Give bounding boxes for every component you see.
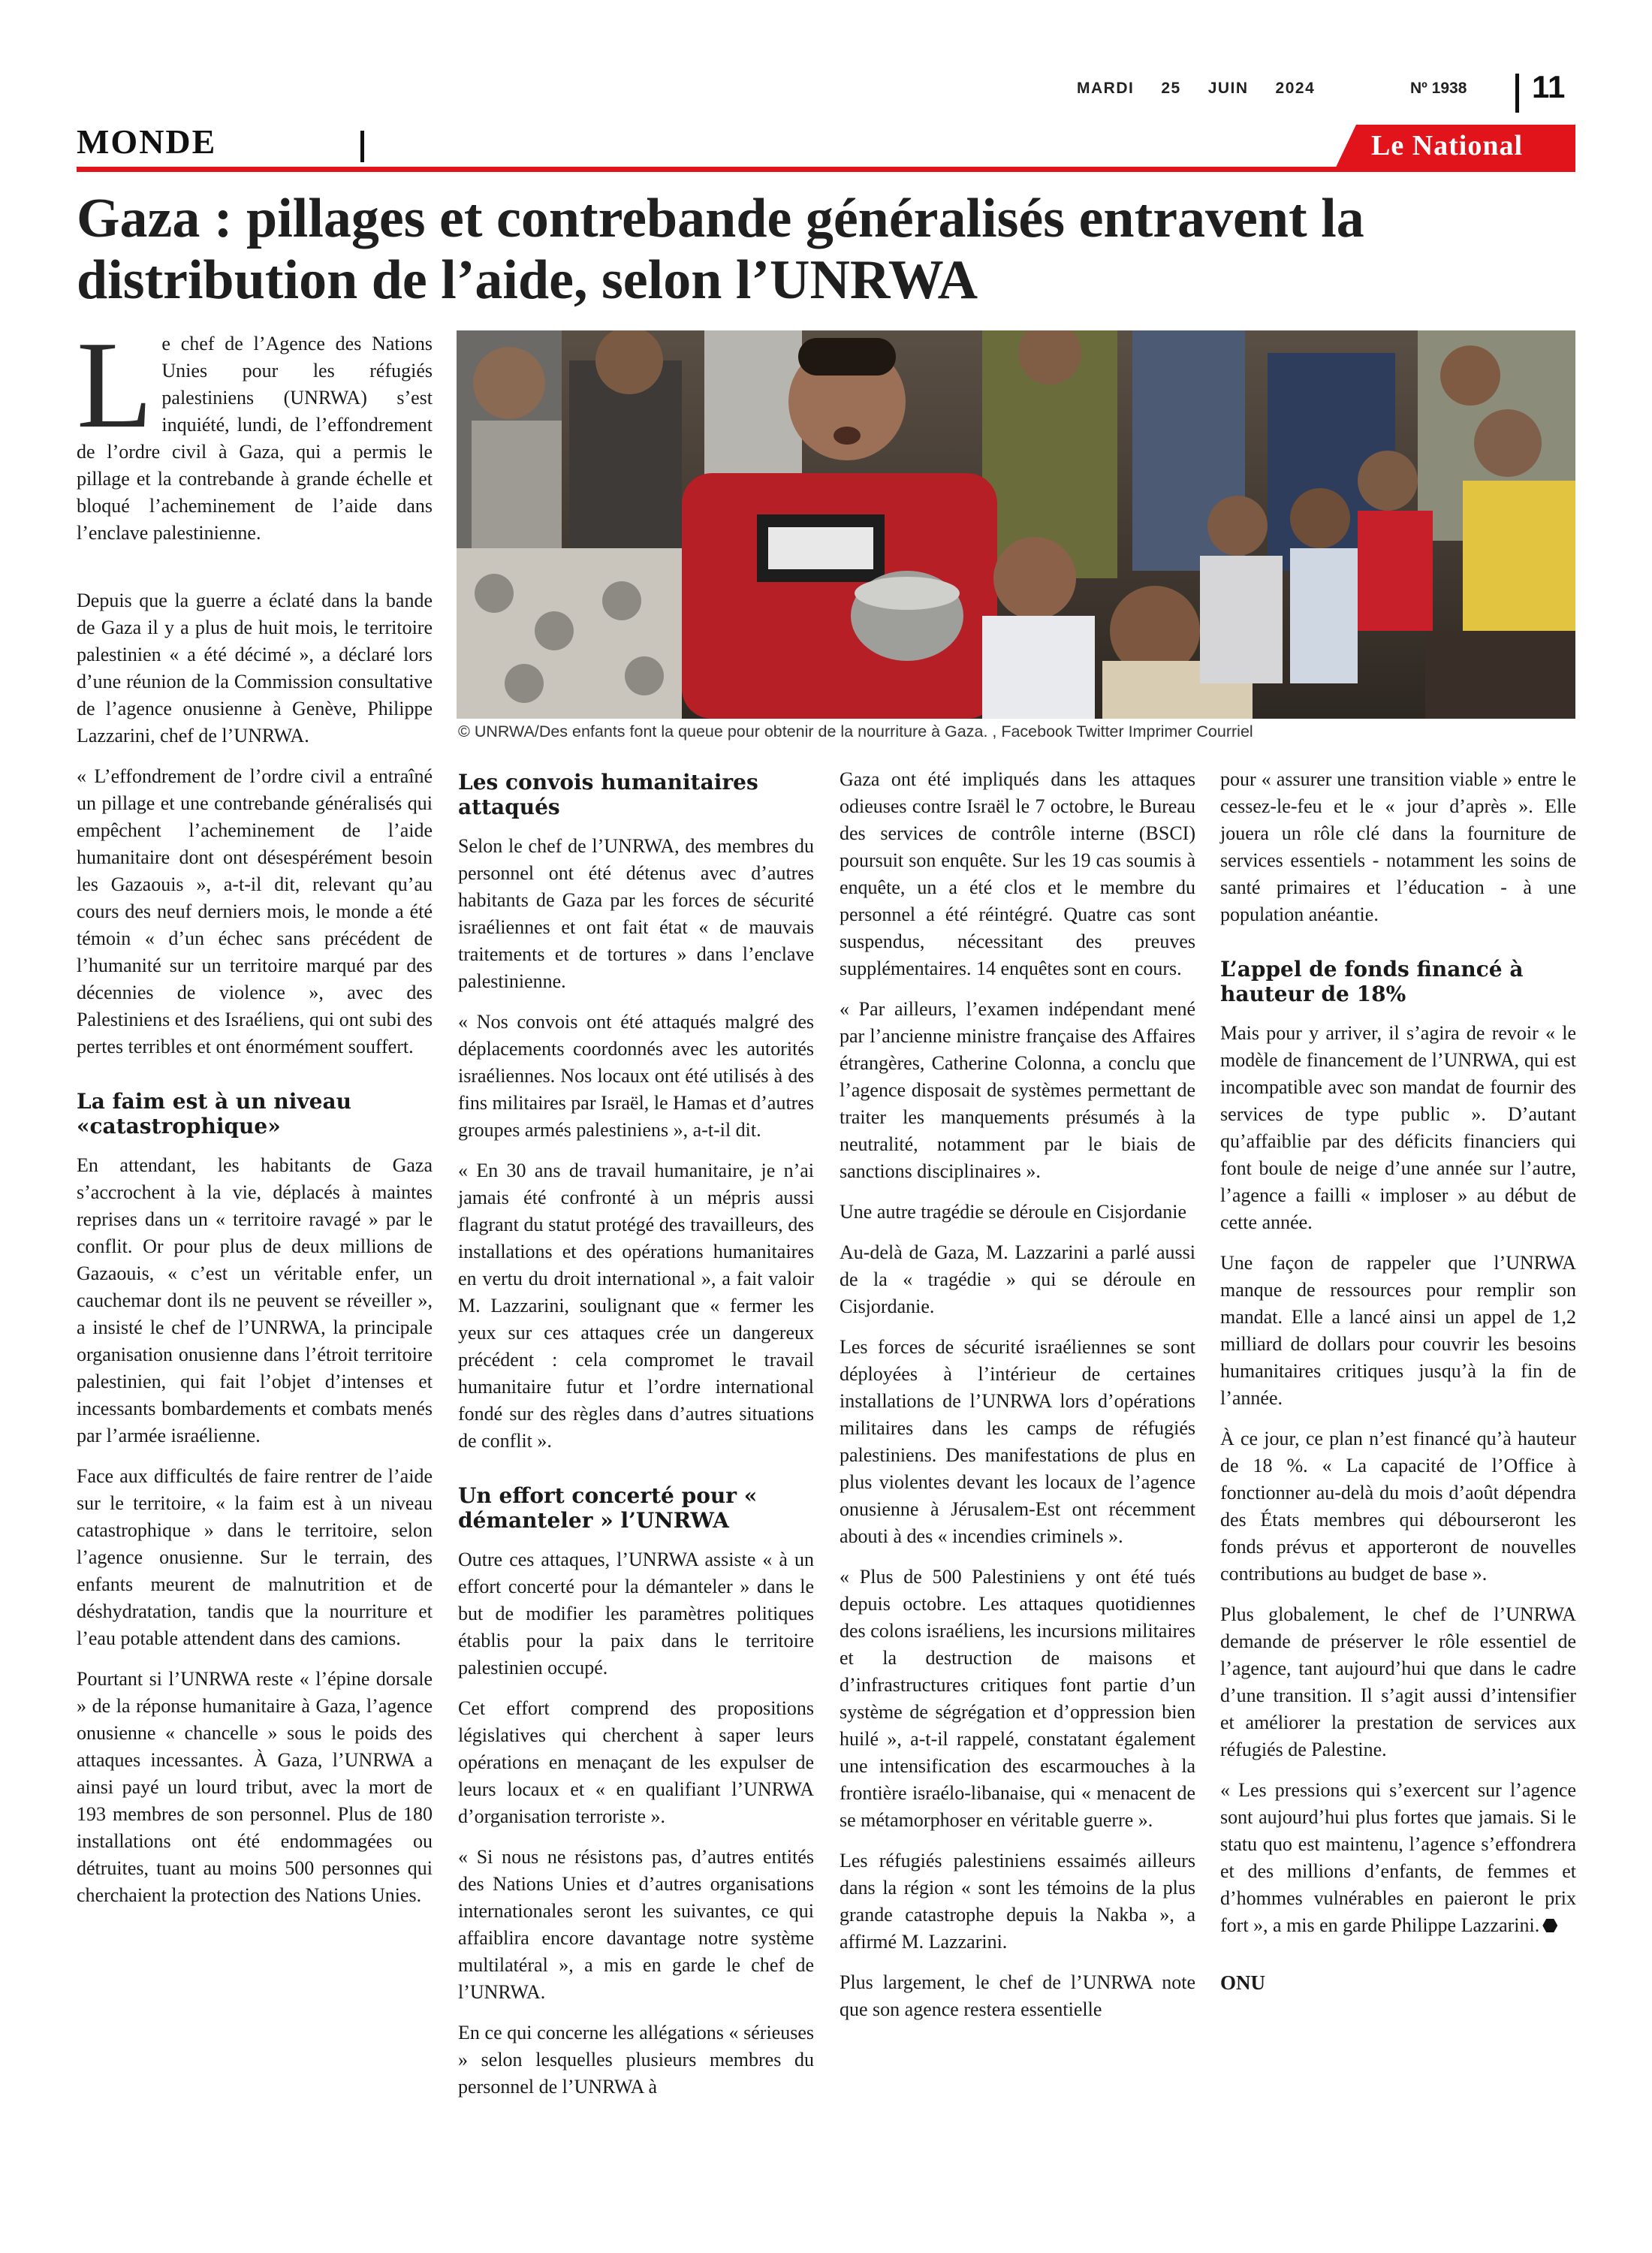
paragraph: Gaza ont été impliqués dans les attaques odieuses contre Israël le 7 octobre, le Bureau des services de contrôle interne (BSCI) poursuit son enquête. Sur les 19 cas soumis à enquête, un a été clos et le membre du personnel a été réintégré. Quatre cas sont suspendus, nécessitant des preuves supplémentaires. 14 enquêtes sont en cours. [840, 768, 1195, 979]
headline: Gaza : pillages et contrebande généralisés entravent la distribution de l’aide, selon l’UNRWA [77, 188, 1364, 311]
subheading: L’appel de fonds financé à hauteur de 18% [1220, 957, 1524, 1006]
drop-cap: L [77, 315, 153, 454]
closing-paragraph [1220, 1777, 1576, 1939]
author-signature: ONU [1220, 1971, 1265, 1994]
subheading: La faim est à un niveau «catastrophique» [77, 1089, 351, 1139]
photo-illustration [457, 330, 1575, 719]
paragraph: « Par ailleurs, l’examen indépendant mené par l’ancienne ministre française des Affaires étrangères, Catherine Colonna, a conclu que l’agence disposait de systèmes permettant de traiter les manquements présumés à la neutralité, notamment par le biais de sanctions disciplinaires ». [840, 998, 1195, 1182]
paragraph: « Plus de 500 Palestiniens y ont été tués depuis octobre. Les attaques quotidiennes des colons israéliens, les incursions militaires et la destruction de maisons et d’infrastructures critiques font partie d’un système de ségrégation et d’oppression bien huilé », a-t-il rappelé, constatant également une intensification des escarmouches à la frontière israélo-libanaise, qui « menacent de se métamorphoser en véritable guerre ». [840, 1566, 1195, 1831]
article-column-4 [1220, 766, 1576, 2010]
date-line [1077, 80, 1342, 98]
paragraph: « Si nous ne résistons pas, d’autres entités des Nations Unies et d’autres organisations internationales seront les suivantes, ce qui affaiblira encore davantage notre système multilatéral », a mis en garde le chef de l’UNRWA. [458, 1846, 814, 2003]
paragraph: Selon le chef de l’UNRWA, des membres du personnel ont été détenus avec d’autres habitants de Gaza par les forces de sécurité israéliennes et ont fait état « de mauvais traitements et de tortures » dans l’enclave palestinienne. [458, 835, 814, 992]
weekday: MARDI [1077, 80, 1135, 97]
paragraph: Pourtant si l’UNRWA reste « l’épine dorsale » de la réponse humanitaire à Gaza, l’agence onusienne « chancelle » sous le poids des attaques incessantes. À Gaza, l’UNRWA a ainsi payé un lourd tribut, avec la mort de 193 membres de son personnel. Plus de 180 installations ont été endommagées ou détruites, tuant au moins 500 personnes qui cherchaient la protection des Nations Unies. [77, 1668, 433, 1906]
month: JUIN [1207, 80, 1249, 97]
day: 25 [1161, 80, 1181, 97]
photo-caption: © UNRWA/Des enfants font la queue pour obtenir de la nourriture à Gaza. , Facebook Twitter Imprimer Courriel [458, 722, 1253, 740]
paragraph: Mais pour y arriver, il s’agira de revoir « le modèle de financement de l’UNRWA, qui est incompatible avec son mandat de fournir des services de type public ». D’autant qu’affaiblie par des déficits financiers qui font boule de neige d’une année sur l’autre, l’agence a failli « imploser » au début de cette année. [1220, 1022, 1576, 1233]
closing-text: « Les pressions qui s’exercent sur l’agence sont aujourd’hui plus fortes que jamais. Si le statu quo est maintenu, l’agence s’effondrera et des millions d’enfants, de femmes et d’hommes vulnérables en paieront le prix fort », a mis en garde Philippe Lazzarini. [1220, 1779, 1576, 1936]
paragraph: En attendant, les habitants de Gaza s’accrochent à la vie, déplacés à maintes reprises dans un « territoire ravagé » par le conflit. Or pour plus de deux millions de Gazaouis, « c’est un véritable enfer, un cauchemar dont ils ne peuvent se réveiller », a insisté le chef de l’UNRWA, la principale organisation onusienne dans l’étroit territoire palestinien, qui fait l’objet d’intenses et incessants bombardements et combats menés par l’armée israélienne. [77, 1154, 433, 1446]
article-column-1 [77, 315, 433, 1923]
article-column-3 [840, 766, 1195, 2037]
paragraph: En ce qui concerne les allégations « sérieuses » selon lesquelles plusieurs membres du personnel de l’UNRWA à [458, 2022, 814, 2098]
brand-logo: Le National [1371, 130, 1524, 161]
paragraph: Cet effort comprend des propositions législatives qui cherchent à saper leurs opérations en menaçant de les expulser de leurs locaux et « en qualifiant l’UNRWA d’organisation terroriste ». [458, 1697, 814, 1827]
year: 2024 [1275, 80, 1316, 97]
lead-text: e chef de l’Agence des Nations Unies pour les réfugiés palestiniens (UNRWA) s’est inquiété, lundi, de l’effondrement de l’ordre civil à Gaza, qui a permis le pillage et la contrebande à grande échelle et bloqué l’acheminement de l’aide dans l’enclave palestinienne. [77, 333, 433, 544]
paragraph: Une façon de rappeler que l’UNRWA manque de ressources pour remplir son mandat. Elle a lancé ainsi un appel de 1,2 milliard de dollars pour couvrir les besoins humanitaires critiques jusqu’à la fin de l’année. [1220, 1252, 1576, 1409]
lead-paragraph [77, 315, 433, 547]
issue-number: Nº 1938 [1410, 80, 1467, 97]
section-label: MONDE [77, 122, 217, 161]
paragraph: Les réfugiés palestiniens essaimés ailleurs dans la région « sont les témoins de la plus grande catastrophe depuis la Nakba », a affirmé M. Lazzarini. [840, 1850, 1195, 1953]
paragraph: Outre ces attaques, l’UNRWA assiste « à un effort concerté pour la démanteler » dans le but de modifier les paramètres politiques établis pour la paix dans le territoire palestinien occupé. [458, 1549, 814, 1678]
paragraph: pour « assurer une transition viable » entre le cessez-le-feu et le « jour d’après ». Elle jouera un rôle clé dans la fourniture de services essentiels - notamment les soins de santé primaires et l’éducation - à une population anéantie. [1220, 768, 1576, 925]
section-divider [360, 131, 364, 162]
paragraph: Au-delà de Gaza, M. Lazzarini a parlé aussi de la « tragédie » qui se déroule en Cisjordanie. [840, 1241, 1195, 1317]
page-number: 11 [1532, 69, 1566, 104]
paragraph: Une autre tragédie se déroule en Cisjordanie [840, 1201, 1187, 1223]
subheading: Un effort concerté pour « démanteler » l’UNRWA [458, 1483, 758, 1533]
article-column-2 [458, 770, 814, 2114]
paragraph: « Nos convois ont été attaqués malgré des déplacements coordonnés avec les autorités israéliennes. Nos locaux ont été utilisés à des fins militaires par Israël, le Hamas et d’autres groupes armés palestiniens », a-t-il dit. [458, 1011, 814, 1141]
paragraph: Face aux difficultés de faire rentrer de l’aide sur le territoire, « la faim est à un niveau catastrophique » dans le territoire, selon l’agence onusienne. Sur le terrain, des enfants meurent de malnutrition et de déshydratation, tandis que la nourriture et l’eau potable attendent dans des camions. [77, 1465, 433, 1649]
paragraph: « L’effondrement de l’ordre civil a entraîné un pillage et une contrebande généralisés qui empêchent l’acheminement de l’aide humanitaire dont ont désespérément besoin les Gazaouis », a-t-il dit, relevant qu’au cours des neuf derniers mois, le monde a été témoin « d’un échec sans précédent de l’humanité sur un territoire marqué par des décennies de violence », avec des Palestiniens et des Israéliens, qui ont subi des pertes terribles et ont énormément souffert. [77, 765, 433, 1057]
page-number-divider [1515, 74, 1519, 113]
paragraph: Plus globalement, le chef de l’UNRWA demande de préserver le rôle essentiel de l’agence, tant aujourd’hui que dans le cadre d’une transition. Il s’agit aussi d’intensifier et améliorer la prestation de services aux réfugiés de Palestine. [1220, 1603, 1576, 1760]
paragraph: Les forces de sécurité israéliennes se sont déployées à l’intérieur de certaines installations de l’UNRWA lors d’opérations militaires dans les camps de réfugiés palestiniens. Des manifestations de plus en plus violentes devant les locaux de l’agence onusienne à Jérusalem-Est ont récemment abouti à des « incendies criminels ». [840, 1336, 1195, 1547]
paragraph: Depuis que la guerre a éclaté dans la bande de Gaza il y a plus de huit mois, le territoire palestinien « a été décimé », a déclaré lors d’une réunion de la Commission consultative de l’agence onusienne à Genève, Philippe Lazzarini, chef de l’UNRWA. [77, 590, 433, 746]
subheading: Les convois humanitaires attaqués [458, 770, 758, 819]
end-mark-icon [1542, 1918, 1557, 1933]
article-photo [457, 330, 1575, 719]
paragraph: « En 30 ans de travail humanitaire, je n’ai jamais été confronté à un mépris aussi flagrant du statut protégé des travailleurs, des installations et des opérations humanitaires en vertu du droit international », a fait valoir M. Lazzarini, soulignant que « fermer les yeux sur ces attaques crée un dangereux précédent : cela compromet le travail humanitaire futur et l’ordre international fondé sur des règles dans d’autres situations de conflit ». [458, 1160, 814, 1452]
paragraph: À ce jour, ce plan n’est financé qu’à hauteur de 18 %. « La capacité de l’Office à fonctionner au-delà du mois d’août dépendra des États membres qui débourseront les fonds prévus et apporteront de nouvelles contributions au budget de base ». [1220, 1428, 1576, 1585]
paragraph: Plus largement, le chef de l’UNRWA note que son agence restera essentielle [840, 1971, 1195, 2020]
